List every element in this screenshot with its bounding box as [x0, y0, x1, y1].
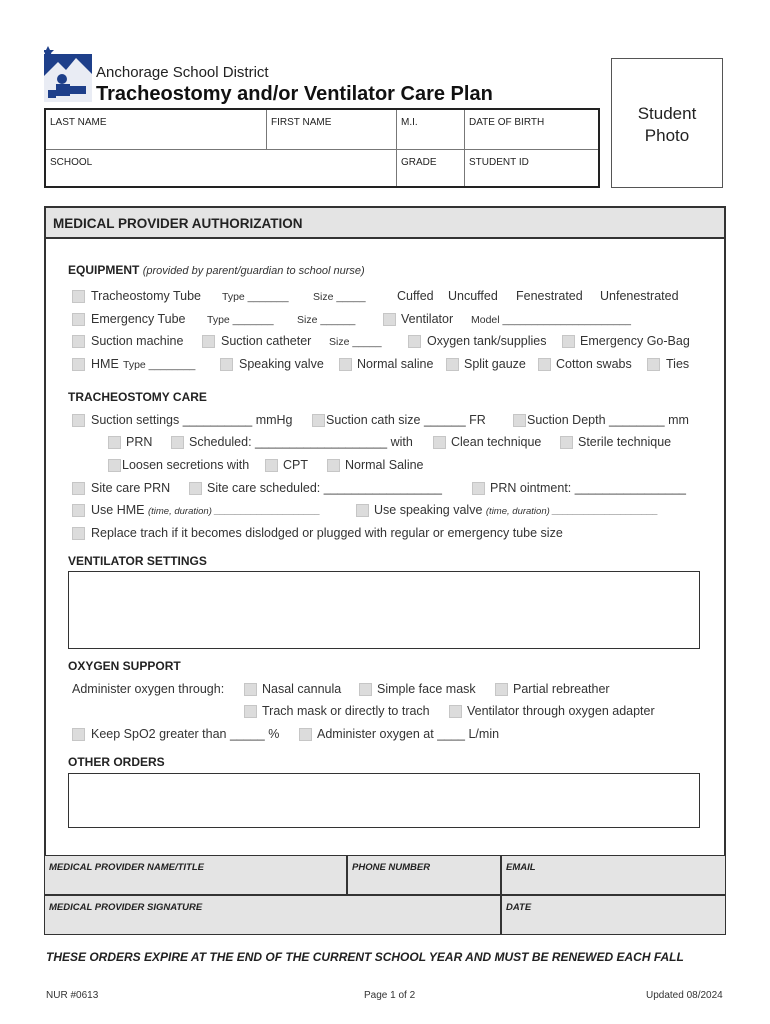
checkbox-prn-ointment[interactable]	[472, 482, 485, 495]
expiration-notice: THESE ORDERS EXPIRE AT THE END OF THE CURRENT SCHOOL YEAR AND MUST BE RENEWED EACH FALL	[46, 950, 684, 964]
photo-label-1: Student	[637, 104, 697, 123]
student-id-field[interactable]: STUDENT ID	[469, 157, 529, 168]
site-care-scheduled-label: Site care scheduled: _________________	[207, 481, 442, 495]
vent-adapter-label: Ventilator through oxygen adapter	[467, 704, 655, 718]
simple-face-mask-label: Simple face mask	[377, 682, 476, 696]
checkbox-site-care-scheduled[interactable]	[189, 482, 202, 495]
equipment-note: (provided by parent/guardian to school nurse)	[142, 265, 365, 277]
grade-field[interactable]: GRADE	[397, 150, 465, 186]
district-logo	[44, 46, 92, 102]
mi-field[interactable]: M.I.	[397, 110, 465, 150]
checkbox-prn[interactable]	[108, 436, 121, 449]
student-info-table	[44, 108, 600, 188]
checkbox-admin-rate[interactable]	[299, 728, 312, 741]
checkbox-site-care-prn[interactable]	[72, 482, 85, 495]
use-speaking-valve-label	[374, 503, 658, 517]
first-name-field[interactable]: FIRST NAME	[267, 110, 397, 150]
sterile-technique-label: Sterile technique	[578, 435, 672, 449]
nasal-cannula-label: Nasal cannula	[262, 682, 342, 696]
page-title: Tracheostomy and/or Ventilator Care Plan	[96, 83, 493, 105]
checkbox-use-speaking-valve[interactable]	[356, 504, 369, 517]
scheduled-label: Scheduled: ___________________ with	[189, 435, 413, 449]
fenestrated-label: Fenestrated	[516, 289, 583, 303]
uncuffed-label: Uncuffed	[448, 289, 498, 303]
checkbox-scheduled[interactable]	[171, 436, 184, 449]
checkbox-suction-machine[interactable]	[72, 335, 85, 348]
catheter-size-blank[interactable]: Size _____	[329, 336, 382, 348]
ventilator-label: Ventilator	[401, 312, 454, 326]
other-orders-box[interactable]	[68, 773, 700, 828]
split-gauze-label: Split gauze	[464, 357, 526, 371]
ventilator-settings-heading: VENTILATOR SETTINGS	[68, 554, 207, 568]
checkbox-go-bag[interactable]	[562, 335, 575, 348]
model-blank[interactable]: Model ______________________	[471, 314, 631, 326]
checkbox-partial-rebreather[interactable]	[495, 683, 508, 696]
speaking-valve-label: Speaking valve	[239, 357, 324, 371]
checkbox-clean-technique[interactable]	[433, 436, 446, 449]
partial-rebreather-label: Partial rebreather	[513, 682, 610, 696]
go-bag-label: Emergency Go-Bag	[580, 334, 690, 348]
last-name-field[interactable]: LAST NAME	[46, 110, 267, 150]
checkbox-ties[interactable]	[647, 358, 660, 371]
trach-tube-label: Tracheostomy Tube	[91, 289, 202, 303]
checkbox-suction-settings[interactable]	[72, 414, 85, 427]
suction-cath-label: Suction cath size ______ FR	[326, 413, 486, 427]
trach-mask-label: Trach mask or directly to trach	[262, 704, 430, 718]
cpt-label: CPT	[283, 458, 308, 472]
provider-email-field[interactable]: EMAIL	[501, 855, 726, 895]
suction-catheter-label: Suction catheter	[221, 334, 312, 348]
emergency-type-blank[interactable]: Type _______	[207, 314, 274, 326]
clean-technique-label: Clean technique	[451, 435, 542, 449]
school-field[interactable]: SCHOOL	[46, 150, 397, 186]
use-valve-text: Use speaking valve	[374, 503, 483, 517]
use-hme-text: Use HME	[91, 503, 145, 517]
checkbox-suction-cath[interactable]	[312, 414, 325, 427]
oxygen-support-heading: OXYGEN SUPPORT	[68, 659, 181, 673]
checkbox-nasal-cannula[interactable]	[244, 683, 257, 696]
checkbox-loosen-secretions[interactable]	[108, 459, 121, 472]
updated-date: Updated 08/2024	[646, 990, 723, 1001]
checkbox-spo2[interactable]	[72, 728, 85, 741]
checkbox-cpt[interactable]	[265, 459, 278, 472]
hme-type-blank[interactable]: Type ________	[123, 359, 196, 371]
suction-settings-label: Suction settings __________ mmHg	[91, 413, 293, 427]
checkbox-ventilator[interactable]	[383, 313, 396, 326]
suction-depth-label: Suction Depth ________ mm	[527, 413, 689, 427]
loosen-saline-label: Normal Saline	[345, 458, 424, 472]
checkbox-emergency-tube[interactable]	[72, 313, 85, 326]
equipment-heading-label: EQUIPMENT	[68, 263, 140, 277]
replace-trach-label: Replace trach if it becomes dislodged or plugged with regular or emergency tube size	[91, 526, 563, 540]
oxygen-tank-label: Oxygen tank/supplies	[427, 334, 547, 348]
use-valve-note[interactable]: (time, duration) ____________________	[485, 506, 659, 517]
checkbox-speaking-valve[interactable]	[220, 358, 233, 371]
prn-ointment-label: PRN ointment: ________________	[490, 481, 686, 495]
checkbox-oxygen-tank[interactable]	[408, 335, 421, 348]
form-number: NUR #0613	[46, 990, 99, 1001]
checkbox-split-gauze[interactable]	[446, 358, 459, 371]
checkbox-vent-adapter[interactable]	[449, 705, 462, 718]
checkbox-replace-trach[interactable]	[72, 527, 85, 540]
loosen-secretions-label: Loosen secretions with	[122, 458, 250, 472]
equipment-heading	[68, 263, 365, 277]
suction-machine-label: Suction machine	[91, 334, 184, 348]
checkbox-simple-face-mask[interactable]	[359, 683, 372, 696]
photo-label-2: Photo	[644, 126, 690, 145]
other-orders-heading: OTHER ORDERS	[68, 755, 165, 769]
checkbox-suction-catheter[interactable]	[202, 335, 215, 348]
admin-rate-label: Administer oxygen at ____ L/min	[317, 727, 500, 741]
ventilator-settings-box[interactable]	[68, 571, 700, 649]
student-photo-box	[611, 58, 723, 188]
provider-phone-field[interactable]: PHONE NUMBER	[347, 855, 501, 895]
cuffed-label: Cuffed	[397, 289, 434, 303]
hme-label: HME	[91, 357, 119, 371]
checkbox-suction-depth[interactable]	[513, 414, 526, 427]
use-hme-label	[91, 503, 320, 517]
cotton-swabs-label: Cotton swabs	[556, 357, 632, 371]
dob-field[interactable]: DATE OF BIRTH	[465, 110, 598, 150]
trach-size-blank[interactable]: Size _____	[313, 291, 366, 303]
emergency-size-blank[interactable]: Size ______	[297, 314, 356, 326]
prn-label: PRN	[126, 435, 153, 449]
normal-saline-label: Normal saline	[357, 357, 434, 371]
checkbox-cotton-swabs[interactable]	[538, 358, 551, 371]
provider-date-field[interactable]: DATE	[501, 895, 726, 935]
provider-name-field[interactable]: MEDICAL PROVIDER NAME/TITLE	[44, 855, 347, 895]
page-number: Page 1 of 2	[364, 990, 416, 1001]
section-title: MEDICAL PROVIDER AUTHORIZATION	[44, 206, 726, 239]
district-name: Anchorage School District	[96, 64, 269, 81]
trach-type-blank[interactable]: Type _______	[222, 291, 289, 303]
provider-signature-field[interactable]: MEDICAL PROVIDER SIGNATURE	[44, 895, 501, 935]
checkbox-trach-mask[interactable]	[244, 705, 257, 718]
use-hme-note[interactable]: (time, duration) ____________________	[147, 506, 321, 517]
checkbox-normal-saline[interactable]	[339, 358, 352, 371]
emergency-tube-label: Emergency Tube	[91, 312, 186, 326]
administer-oxygen-label: Administer oxygen through:	[72, 682, 225, 696]
checkbox-trach-tube[interactable]	[72, 290, 85, 303]
ties-label: Ties	[666, 357, 690, 371]
checkbox-use-hme[interactable]	[72, 504, 85, 517]
trach-care-heading: TRACHEOSTOMY CARE	[68, 390, 207, 404]
checkbox-hme[interactable]	[72, 358, 85, 371]
unfenestrated-label: Unfenestrated	[600, 289, 679, 303]
checkbox-loosen-saline[interactable]	[327, 459, 340, 472]
spo2-label: Keep SpO2 greater than _____ %	[91, 727, 280, 741]
site-care-prn-label: Site care PRN	[91, 481, 171, 495]
checkbox-sterile-technique[interactable]	[560, 436, 573, 449]
